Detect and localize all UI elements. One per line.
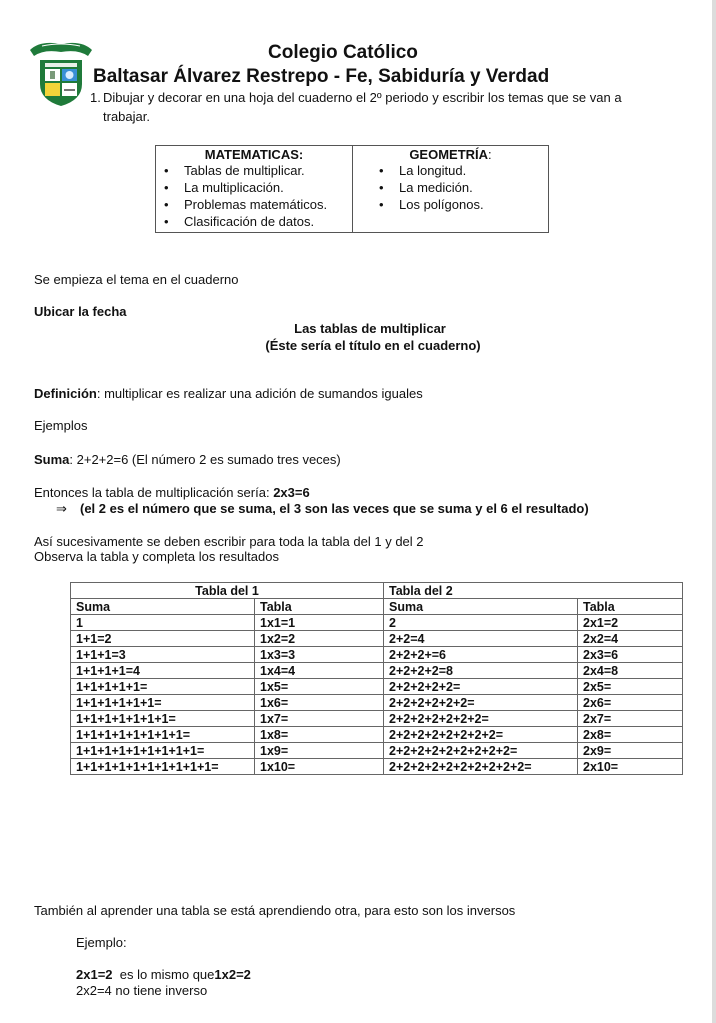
table-cell: 2+2+2+2+2+2+2+2+2=: [384, 743, 578, 759]
table-cell: 1+1+1+1+1+1+1+1=: [71, 727, 255, 743]
examples-label: Ejemplos: [34, 418, 88, 433]
table-cell: 2+2+2+2+2+2+2+2=: [384, 727, 578, 743]
table-cell: 2+2+2+2+2+2=: [384, 695, 578, 711]
geometry-title-colon: :: [488, 147, 492, 162]
sum-text: : 2+2+2=6 (El número 2 es sumado tres veces): [69, 452, 341, 467]
table-cell: 2x9=: [578, 743, 683, 759]
table-row: [71, 711, 683, 727]
then-text: Entonces la tabla de multiplicación sería:: [34, 485, 274, 500]
instruction-number: 1.: [90, 90, 101, 105]
sum-label: Suma: [34, 452, 70, 467]
table-cell: 1+1+1+1+1+1+1+1+1=: [71, 743, 255, 759]
table-row: [71, 743, 683, 759]
table-row: [71, 727, 683, 743]
list-item: • La longitud.: [353, 162, 548, 179]
page-edge-divider: [712, 0, 716, 1023]
instruction-line-2: trabajar.: [103, 109, 150, 124]
geometry-topics-heading: [353, 146, 548, 162]
table-group-header-row: [71, 583, 683, 599]
table-header-row: [71, 599, 683, 615]
table-cell: 1+1+1+1+1+1+1+1+1+1=: [71, 759, 255, 775]
table-row: [71, 759, 683, 775]
inverse-example-line-1: [76, 967, 251, 982]
table-row: [71, 615, 683, 631]
table-row: [71, 663, 683, 679]
table-cell: 1+1+1+1+1+1+1=: [71, 711, 255, 727]
column-header: Tabla: [255, 599, 384, 615]
geometry-topics-title: GEOMETRÍA: [409, 147, 489, 162]
column-header: Tabla: [578, 599, 683, 615]
table-cell: 1x5=: [255, 679, 384, 695]
table-cell: 1+1+1+1+1+1=: [71, 695, 255, 711]
table-cell: 2x5=: [578, 679, 683, 695]
school-crest-icon: [28, 38, 94, 108]
list-item: • La multiplicación.: [156, 179, 352, 196]
table-row: [71, 631, 683, 647]
table-cell: 1+1+1+1=4: [71, 663, 255, 679]
column-header: Suma: [384, 599, 578, 615]
inverse-text: es lo mismo que: [112, 967, 215, 982]
geometry-topics-column: [353, 146, 548, 232]
table-cell: 1+1+1+1+1=: [71, 679, 255, 695]
observe-text: Observa la tabla y completa los resultados: [34, 549, 279, 564]
then-line: [34, 485, 310, 500]
inverse-example-line-2: 2x2=4 no tiene inverso: [76, 983, 208, 998]
table-row: [71, 647, 683, 663]
inverses-intro: También al aprender una tabla se está aprendiendo otra, para esto son los inversos: [34, 903, 516, 918]
start-topic-text: Se empieza el tema en el cuaderno: [34, 272, 239, 287]
arrow-icon: ⇒: [56, 501, 67, 516]
table-cell: 1x7=: [255, 711, 384, 727]
table-cell: 1x4=4: [255, 663, 384, 679]
sum-example: [34, 452, 341, 467]
explanation-text: (el 2 es el número que se suma, el 3 son las veces que se suma y el 6 el resultado): [80, 501, 589, 516]
then-equation: 2x3=6: [273, 485, 310, 500]
table-cell: 2: [384, 615, 578, 631]
table-cell: 2x4=8: [578, 663, 683, 679]
list-item: • Los polígonos.: [353, 196, 548, 213]
table-row: [71, 679, 683, 695]
topics-table: [155, 145, 549, 233]
table-cell: 1x2=2: [255, 631, 384, 647]
list-item: • Clasificación de datos.: [156, 213, 352, 230]
table-cell: 2x6=: [578, 695, 683, 711]
table-cell: 1x9=: [255, 743, 384, 759]
definition-label: Definición: [34, 386, 97, 401]
table-row: [71, 695, 683, 711]
table-cell: 2+2+2+2+2+2+2=: [384, 711, 578, 727]
table-cell: 2+2+2+2+2+2+2+2+2+2=: [384, 759, 578, 775]
table-cell: 1: [71, 615, 255, 631]
geometry-topics-list: [353, 162, 548, 213]
inverse-equation-b: 1x2=2: [214, 967, 251, 982]
table-cell: 2x7=: [578, 711, 683, 727]
table-cell: 2+2+2+2=8: [384, 663, 578, 679]
definition-text: : multiplicar es realizar una adición de sumandos iguales: [96, 386, 423, 401]
instruction-line-1: Dibujar y decorar en una hoja del cuaderno el 2º periodo y escribir los temas que se van a: [103, 90, 622, 105]
table-cell: 1x6=: [255, 695, 384, 711]
lesson-title-note: (Éste sería el título en el cuaderno): [265, 338, 481, 353]
date-label: Ubicar la fecha: [34, 304, 127, 319]
math-topics-list: [156, 162, 352, 230]
school-name: Colegio Católico: [268, 42, 418, 63]
multiplication-table: [70, 582, 683, 775]
table-cell: 2x8=: [578, 727, 683, 743]
list-item: • La medición.: [353, 179, 548, 196]
school-motto: Baltasar Álvarez Restrepo - Fe, Sabiduría y Verdad: [93, 66, 550, 87]
math-topics-column: [156, 146, 353, 232]
list-item: • Problemas matemáticos.: [156, 196, 352, 213]
inverses-example-label: Ejemplo:: [76, 935, 127, 950]
group-header-tabla-1: Tabla del 1: [71, 583, 384, 599]
table-cell: 2+2+2+2+2=: [384, 679, 578, 695]
list-item: • Tablas de multiplicar.: [156, 162, 352, 179]
table-cell: 1x8=: [255, 727, 384, 743]
table-cell: 2x10=: [578, 759, 683, 775]
group-header-tabla-2: Tabla del 2: [384, 583, 683, 599]
table-cell: 2+2=4: [384, 631, 578, 647]
inverse-equation-a: 2x1=2: [76, 967, 113, 982]
table-cell: 1x1=1: [255, 615, 384, 631]
table-cell: 1+1=2: [71, 631, 255, 647]
lesson-title: Las tablas de multiplicar: [294, 321, 446, 336]
table-cell: 1x10=: [255, 759, 384, 775]
successively-text: Así sucesivamente se deben escribir para toda la tabla del 1 y del 2: [34, 534, 424, 549]
column-header: Suma: [71, 599, 255, 615]
definition: [34, 386, 423, 401]
table-cell: 2x1=2: [578, 615, 683, 631]
table-cell: 2+2+2+=6: [384, 647, 578, 663]
table-cell: 1+1+1=3: [71, 647, 255, 663]
table-cell: 1x3=3: [255, 647, 384, 663]
table-cell: 2x2=4: [578, 631, 683, 647]
table-cell: 2x3=6: [578, 647, 683, 663]
math-topics-title: MATEMATICAS:: [204, 147, 304, 162]
